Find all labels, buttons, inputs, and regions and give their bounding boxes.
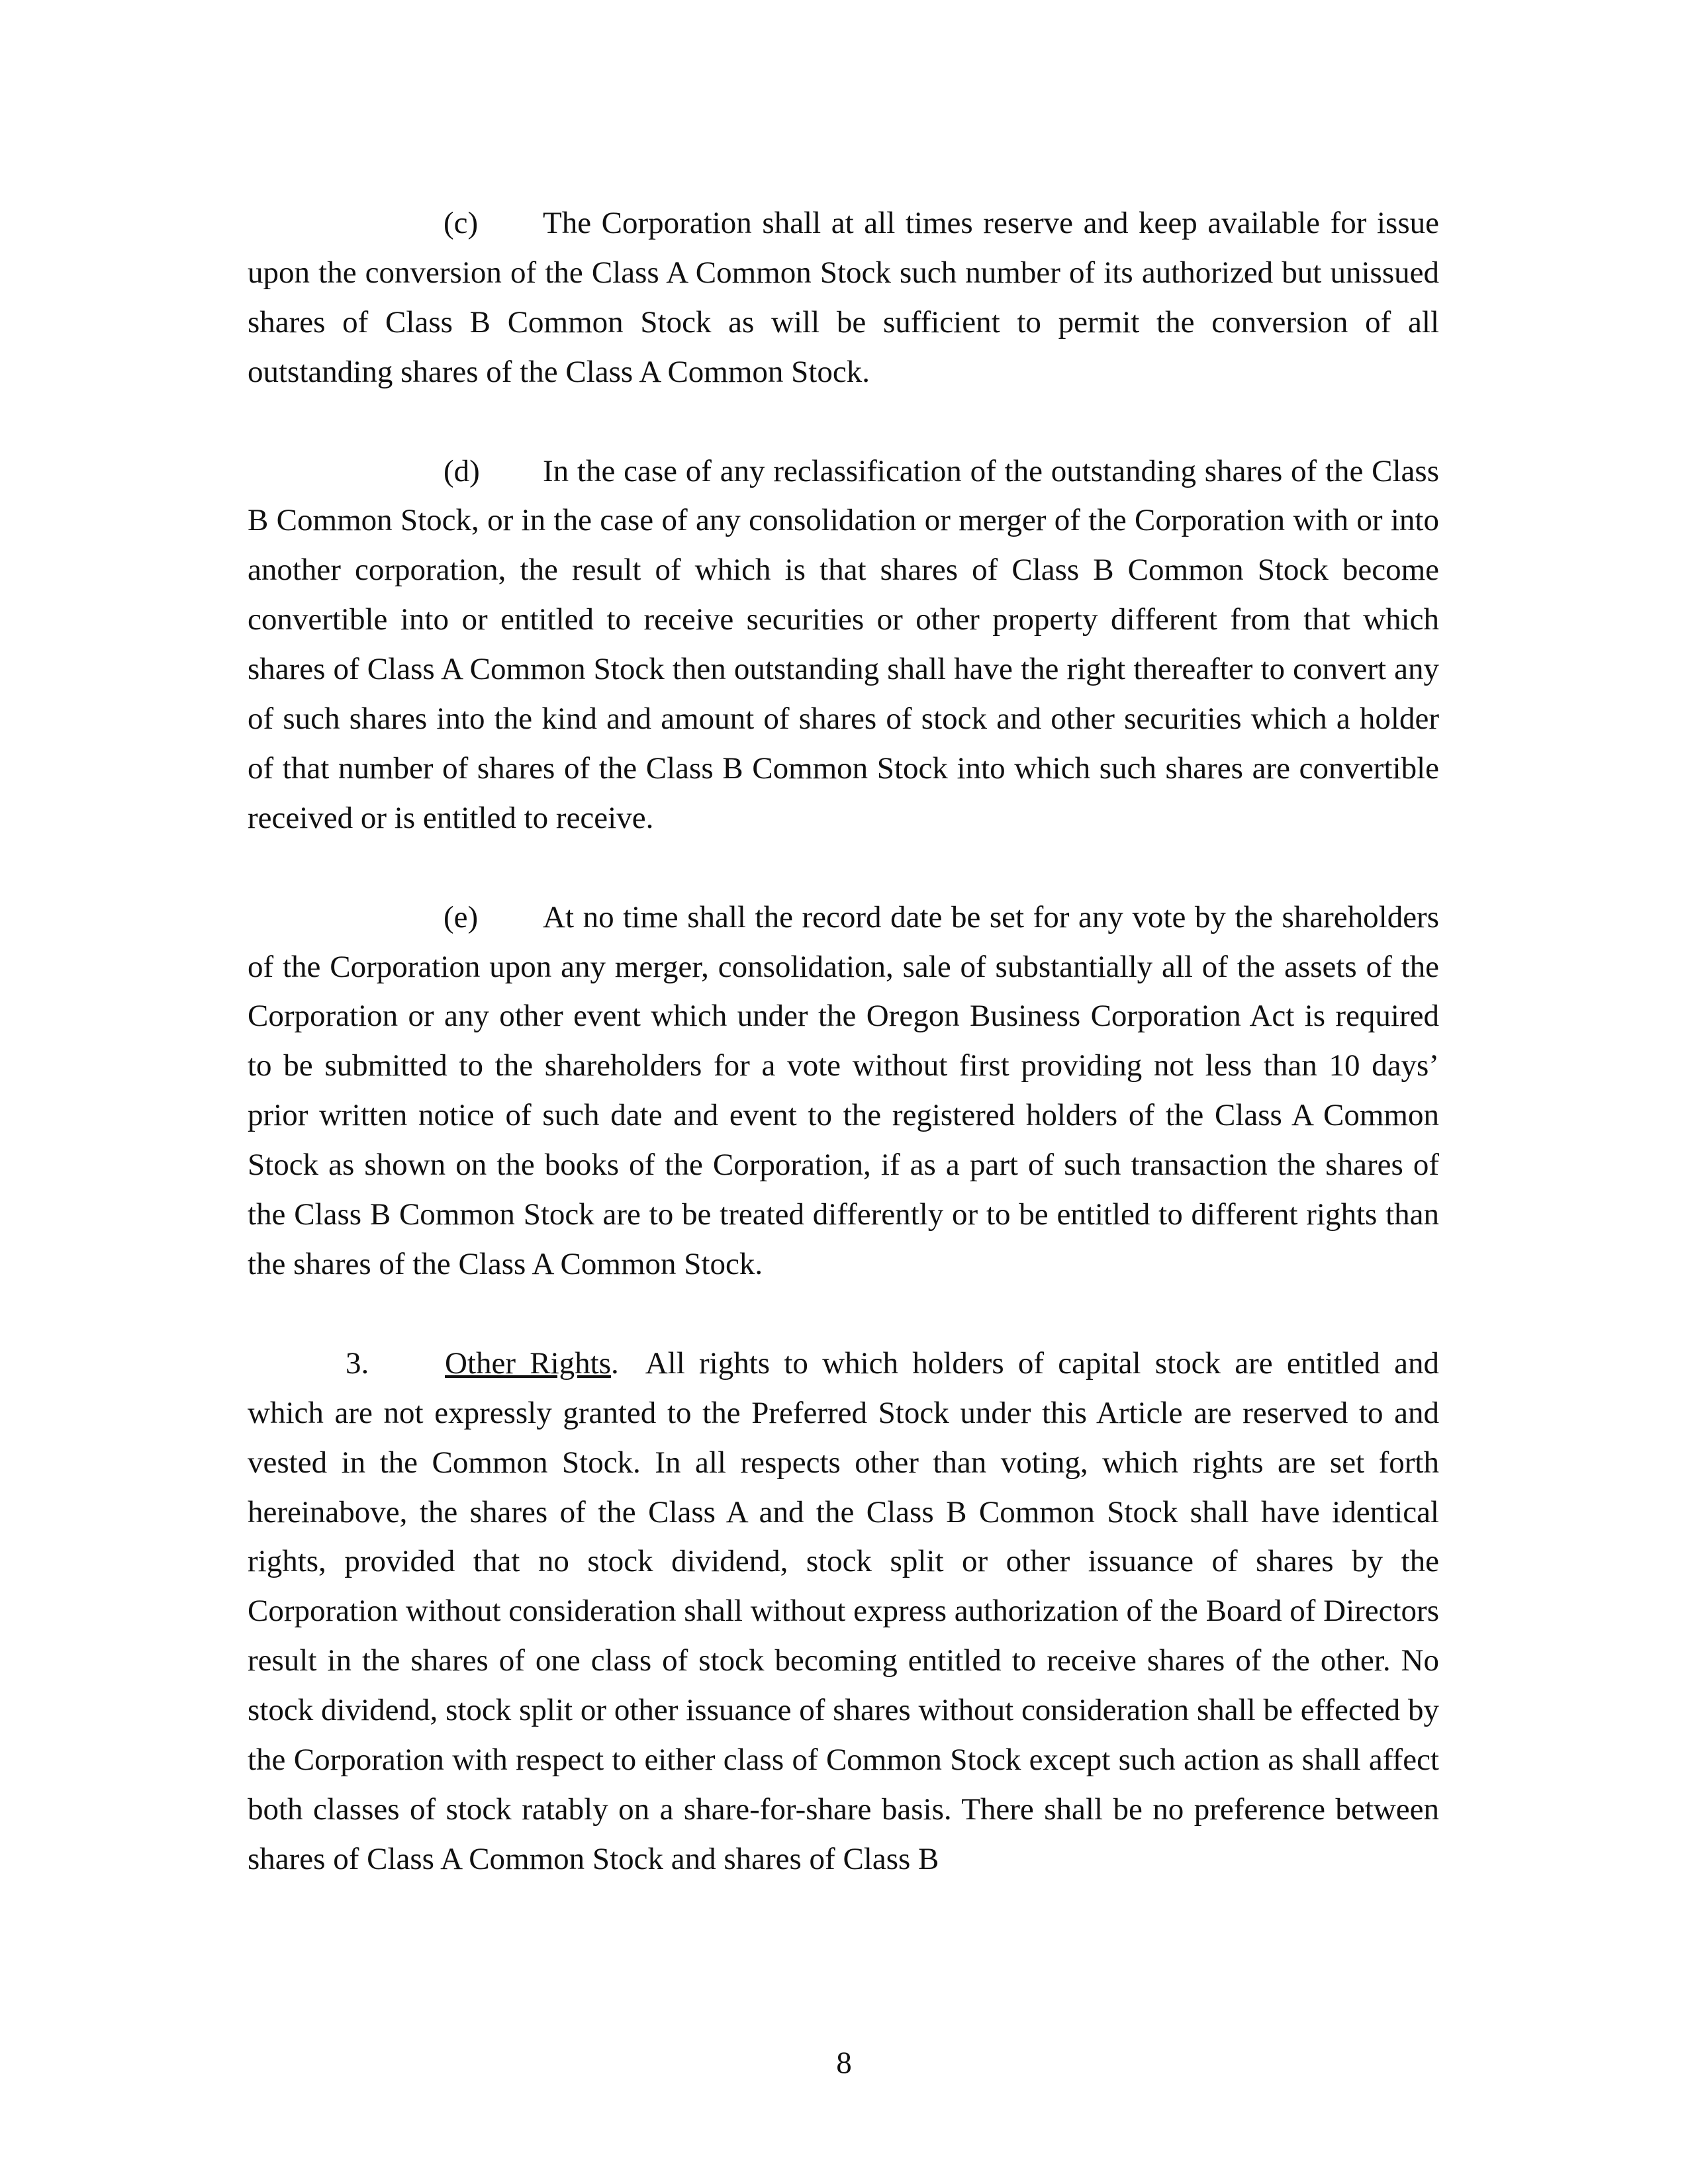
paragraph-c [248, 199, 1439, 397]
section-3-paragraph [248, 1339, 1439, 1884]
section-text: All rights to which holders of capital stock are entitled and which are not expressly granted to the Preferred Stock under this Article are reserved to and vested in the Common Stock. In all respects other than voting, which rights are set forth hereinabove, the shares of the Class A and the Class B Common Stock shall have identical rights, provided that no stock dividend, stock split or other issuance of shares by the Corporation without consideration shall without express authorization of the Board of Directors result in the shares of one class of stock becoming entitled to receive shares of the other. No stock dividend, stock split or other issuance of shares without consideration shall be effected by the Corporation with respect to either class of Common Stock except such action as shall affect both classes of stock ratably on a share-for-share basis. There shall be no preference between shares of Class A Common Stock and shares of Class B [248, 1345, 1439, 1876]
paragraph-text: The Corporation shall at all times reserve and keep available for issue upon the conversion of the Class A Common Stock such number of its authorized but unissued shares of Class B Common Stock as will be sufficient to permit the conversion of all outstanding shares of the Class A Common Stock. [248, 206, 1439, 389]
paragraph-label: (c) [444, 206, 479, 240]
paragraph-label: (e) [444, 899, 479, 934]
section-heading: Other Rights [445, 1345, 612, 1381]
page-number: 8 [836, 2046, 852, 2080]
paragraph-e [248, 893, 1439, 1289]
section-number: 3. [346, 1345, 369, 1381]
section-heading-suffix: . [611, 1345, 619, 1381]
paragraph-d [248, 447, 1439, 843]
paragraph-label: (d) [444, 453, 480, 488]
paragraph-text: In the case of any reclassification of the outstanding shares of the Class B Common Stock, or in the case of any consolidation or merger of the Corporation with or into another corporation, the result of which is that shares of Class B Common Stock become convertible into or entitled to receive securities or other property different from that which shares of Class A Common Stock then outstanding shall have the right thereafter to convert any of such shares into the kind and amount of shares of stock and other securities which a holder of that number of shares of the Class B Common Stock into which such shares are convertible received or is entitled to receive. [248, 453, 1439, 835]
document-body [248, 199, 1439, 1884]
paragraph-text: At no time shall the record date be set for any vote by the shareholders of the Corporation upon any merger, consolidation, sale of substantially all of the assets of the Corporation or any other event which under the Oregon Business Corporation Act is required to be submitted to the shareholders for a vote without first providing not less than 10 days’ prior written notice of such date and event to the registered holders of the Class A Common Stock as shown on the books of the Corporation, if as a part of such transaction the shares of the Class B Common Stock are to be treated differently or to be entitled to different rights than the shares of the Class A Common Stock. [248, 899, 1439, 1281]
